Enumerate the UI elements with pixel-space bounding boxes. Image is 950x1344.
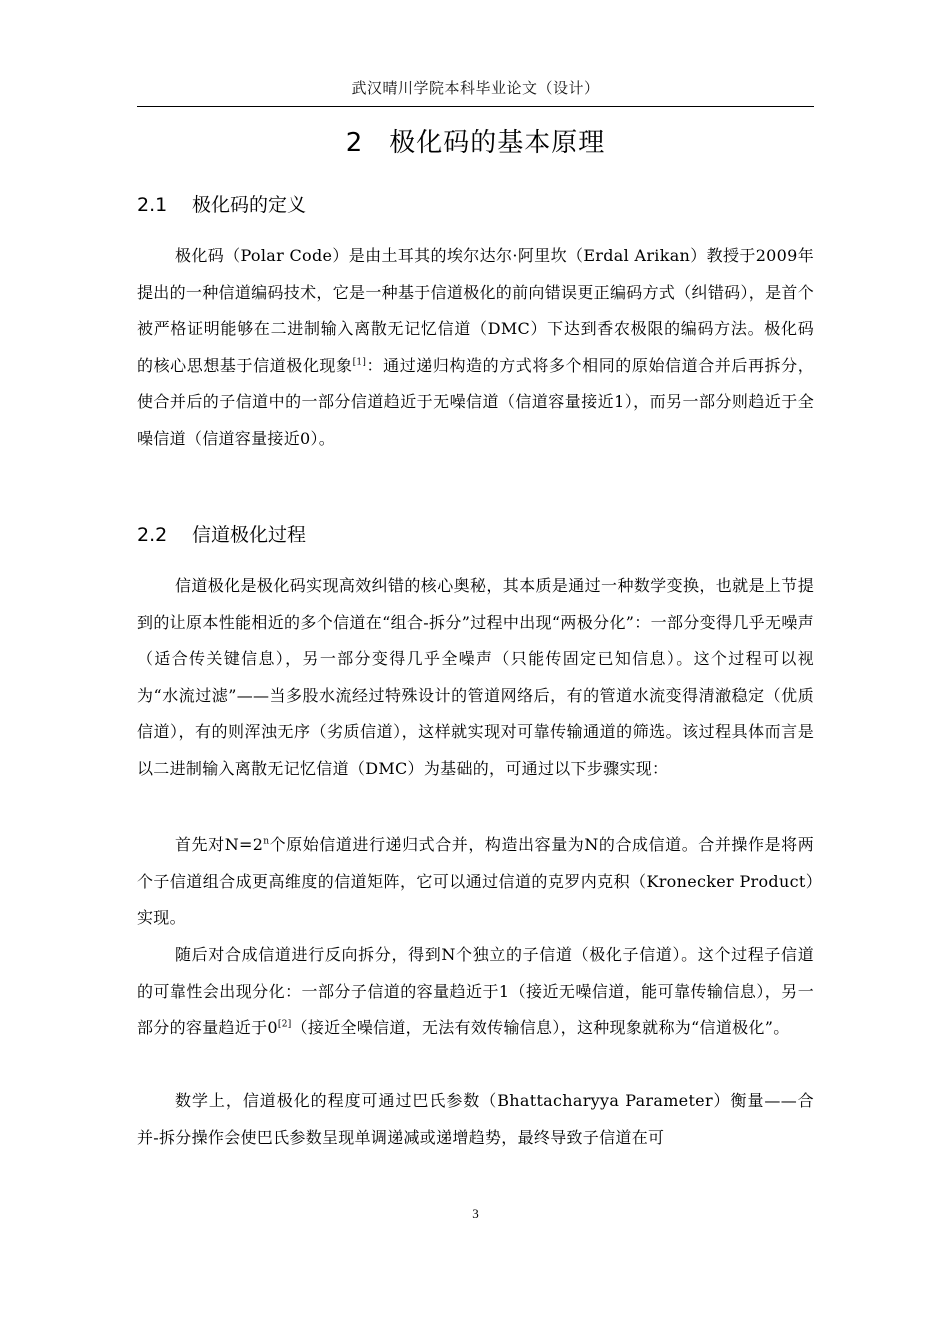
paragraph-combine-step — [137, 827, 814, 937]
section-number: 2.2 — [137, 524, 168, 546]
paragraph-split-step — [137, 937, 814, 1047]
paragraph-text: 极化码（Polar Code）是由土耳其的埃尔达尔·阿里坎（Erdal Arikan）教授于2009年提出的一种信道编码技术，它是一种基于信道极化的前向错误更正编码方式（纠错码），是首个被严格证明能够在二进制输入离散无记忆信道（DMC）下达到香农极限的编码方法。极化码的核心思想基于信道极化现象 — [137, 246, 814, 375]
paragraph-polarization-intro: 信道极化是极化码实现高效纠错的核心奥秘，其本质是通过一种数学变换，也就是上节提到的让原本性能相近的多个信道在“组合-拆分”过程中出现“两极分化”：一部分变得几乎无噪声（适合传关键信息），另一部分变得几乎全噪声（只能传固定已知信息）。这个过程可以视为“水流过滤”——当多股水流经过特殊设计的管道网络后，有的管道水流变得清澈稳定（优质信道），有的则浑浊无序（劣质信道），这样就实现对可靠传输通道的筛选。该过程具体而言是以二进制输入离散无记忆信道（DMC）为基础的，可通过以下步骤实现： — [137, 576, 814, 778]
paragraph-text: （接近全噪信道，无法有效传输信息），这种现象就称为“信道极化”。 — [291, 1018, 790, 1037]
paragraph-text: 首先对N=2 — [175, 835, 264, 854]
section-heading-2-2 — [137, 520, 306, 547]
paragraph-text: 随后对合成信道进行反向拆分，得到N个独立的子信道（极化子信道）。这个过程子信道的可靠性会出现分化：一部分子信道的容量趋近于1（接近无噪信道，能可靠传输信息），另一部分的容量趋近于0 — [137, 945, 814, 1037]
paragraph-text: 个原始信道进行递归式合并，构造出容量为N的合成信道。合并操作是将两个子信道组合成更高维度的信道矩阵，它可以通过信道的克罗内克积（Kronecker Product）实现。 — [137, 835, 814, 927]
section-number: 2.1 — [137, 194, 168, 216]
superscript-n: n — [263, 836, 270, 847]
header-rule — [137, 106, 814, 107]
paragraph-text: ：通过递归构造的方式将多个相同的原始信道合并后再拆分，使合并后的子信道中的一部分信道趋近于无噪信道（信道容量接近1），而另一部分则趋近于全噪信道（信道容量接近0）。 — [137, 355, 814, 448]
chapter-number: 2 — [345, 128, 364, 158]
chapter-title-text: 极化码的基本原理 — [389, 128, 606, 158]
section-heading-2-1 — [137, 190, 306, 217]
section-title: 极化码的定义 — [192, 194, 307, 216]
page-number: 3 — [472, 1206, 479, 1221]
chapter-title — [137, 122, 814, 159]
citation-1: [1] — [352, 357, 367, 368]
paragraph-definition — [137, 238, 814, 457]
section-title: 信道极化过程 — [192, 524, 307, 546]
citation-2: [2] — [277, 1019, 292, 1030]
running-header: 武汉晴川学院本科毕业论文（设计） — [351, 79, 600, 97]
paragraph-bhattacharyya: 数学上，信道极化的程度可通过巴氏参数（Bhattacharyya Parameter）衡量——合并-拆分操作会使巴氏参数呈现单调递减或递增趋势，最终导致子信道在可 — [137, 1091, 814, 1147]
